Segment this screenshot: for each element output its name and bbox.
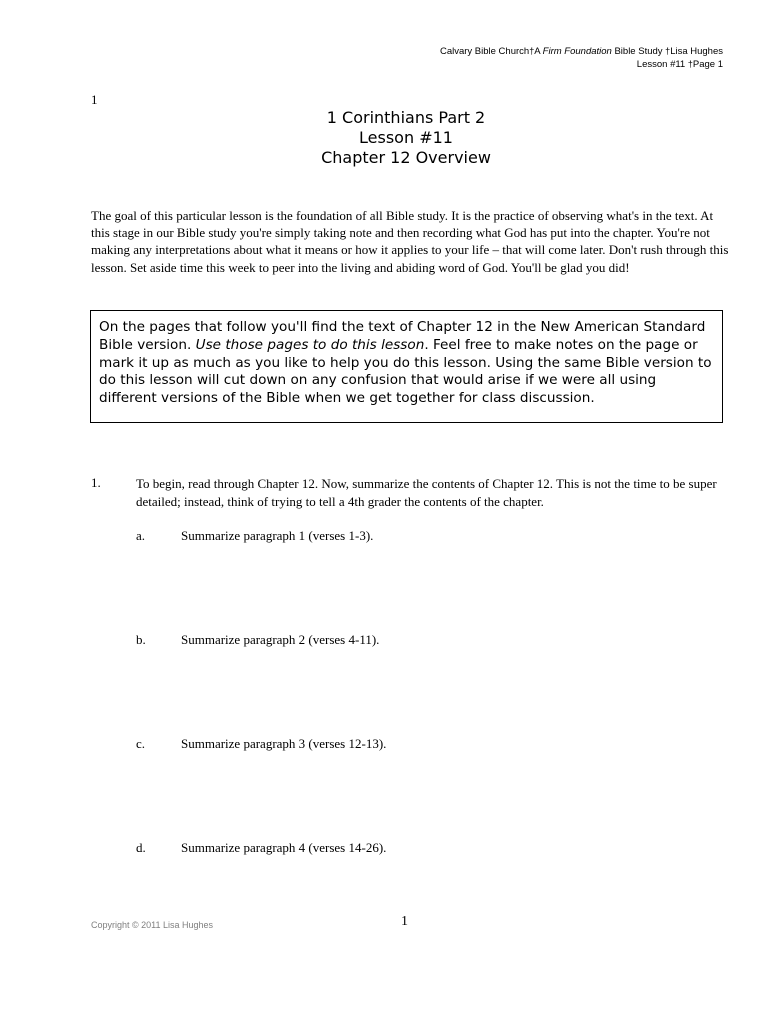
instruction-text-italic: Use those pages to do this lesson [195, 336, 425, 353]
subquestion-text: Summarize paragraph 1 (verses 1-3). [181, 528, 374, 543]
header-series-suffix: Bible Study [614, 46, 663, 57]
title-line-1: 1 Corinthians Part 2 [326, 108, 486, 127]
title-block [0, 108, 768, 168]
subquestion-letter: c. [136, 736, 146, 751]
footer-page-number: 1 [401, 914, 408, 929]
intro-paragraph: The goal of this particular lesson is the foundation of all Bible study. It is the practice of observing what's in the text. At this stage in our Bible study you're simply taking note and then recording what God has put into the chapter. You're not making any interpretations about what it means or how it applies to your life – that will come later. Don't rush through this lesson. Set aside time this week to peer into the living and abiding word of God. You'll be glad you did! [91, 208, 729, 275]
header-line-1 [440, 45, 723, 58]
subquestion-letter: d. [136, 840, 146, 855]
separator-cross-icon: † [687, 59, 693, 69]
footer-copyright: Copyright © 2011 Lisa Hughes [91, 920, 214, 930]
title-line-3: Chapter 12 Overview [321, 148, 491, 167]
header-author: Lisa Hughes [670, 46, 723, 57]
separator-cross-icon: † [529, 46, 535, 56]
title-line-2: Lesson #11 [359, 128, 453, 147]
subquestion-text: Summarize paragraph 4 (verses 14-26). [181, 840, 387, 855]
running-header [440, 45, 723, 71]
instruction-box [90, 310, 723, 423]
header-church: Calvary Bible Church [439, 46, 530, 57]
subquestion-letter: b. [136, 632, 146, 647]
header-line-2 [440, 58, 723, 71]
header-lesson: Lesson #11 [636, 59, 686, 70]
instruction-text-1: On the pages that follow you'll find the text of Chapter 12 in the New American Standard Bible version. [99, 319, 706, 353]
separator-cross-icon: † [665, 46, 671, 56]
header-series-prefix: A [534, 46, 541, 57]
page-number-top: 1 [91, 92, 98, 107]
instruction-text-2: . Feel free to make notes on the page or mark it up as much as you like to help you do this lesson. Using the same Bible version to do this lesson will cut down on any confusion that would arise if we were all using different versions of the Bible when we get together for class discussion. [99, 336, 712, 407]
header-series-italic: Firm Foundation [542, 46, 612, 57]
subquestion-letter: a. [136, 528, 146, 543]
question-text: To begin, read through Chapter 12. Now, summarize the contents of Chapter 12. This is not the time to be super detailed; instead, think of trying to tell a 4th grader the contents of the chapter. [136, 476, 717, 509]
question-number: 1. [91, 475, 101, 490]
subquestion-text: Summarize paragraph 2 (verses 4-11). [181, 632, 380, 647]
header-page: Page 1 [692, 59, 723, 70]
subquestion-text: Summarize paragraph 3 (verses 12-13). [181, 736, 387, 751]
